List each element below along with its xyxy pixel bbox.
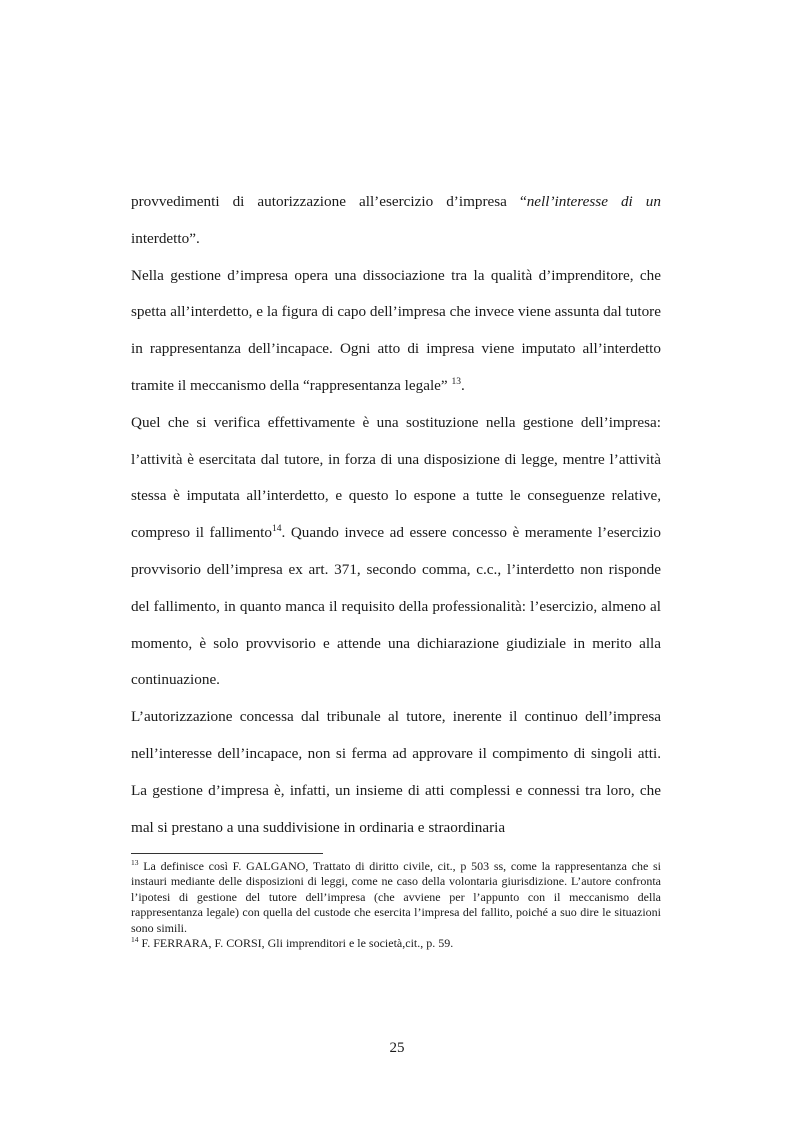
paragraph-text: interdetto”. <box>131 229 200 247</box>
paragraph-2 <box>131 258 661 405</box>
paragraph-3 <box>131 405 661 699</box>
footnote-text: F. FERRARA, F. CORSI, Gli imprenditori e le società,cit., p. 59. <box>138 936 454 951</box>
italic-text: nell’interesse di un <box>526 193 661 210</box>
footnote-13 <box>131 859 661 936</box>
paragraph-text: Quel che si verifica effettivamente è una sostituzione nella gestione dell’impresa: l’attività è esercitata dal tutore, in forza di una disposizione di legge, mentre l’attività stessa è imputata all’interdetto, e questo lo espone a tutte le conseguenze relative, compreso il fallimento <box>131 413 661 542</box>
footnote-number: 14 <box>131 935 139 945</box>
footnote-reference-14[interactable]: 14 <box>271 524 282 535</box>
footnote-number: 13 <box>131 858 139 867</box>
footnote-text: La definisce così F. GALGANO, Trattato di diritto civile, cit., p 503 ss, come la rappresentanza che si instauri mediante delle disposizioni di leggi, come ne caso della volontaria giurisdizione. L’autore confronta l’ipotesi di gestione del tutore dell’impresa (che avviene per l’appunto con il meccanismo della rappresentanza legale) con quella del custode che esercita l’impresa del fallito, poiché a suo dire le situazioni sono simili. <box>131 859 661 935</box>
paragraph-text: provvedimenti di autorizzazione all’esercizio d’impresa “ <box>131 193 527 210</box>
paragraph-text: Nella gestione d’impresa opera una dissociazione tra la qualità d’imprenditore, che spetta all’interdetto, e la figura di capo dell’impresa che invece viene assunta dal tutore in rappresentanza dell’incapace. Ogni atto di impresa viene imputato all’interdetto tramite il meccanismo della “rappresentanza legale” <box>131 266 661 394</box>
paragraph-text: . <box>460 376 465 394</box>
footnote-reference-13[interactable]: 13 <box>451 376 461 387</box>
paragraph-text: . Quando invece ad essere concesso è meramente l’esercizio provvisorio dell’impresa ex art. 371, secondo comma, c.c., l’interdetto non risponde del fallimento, in quanto manca il requisito della professionalità: l’esercizio, almeno al momento, è solo provvisorio e attende una dichiarazione giudiziale in merito alla continuazione. <box>131 524 661 689</box>
footnote-separator <box>131 853 323 854</box>
footnote-14 <box>131 936 661 951</box>
paragraph-4 <box>131 699 661 846</box>
paragraph-text: L’autorizzazione concessa dal tribunale al tutore, inerente il continuo dell’impresa nell’interesse dell’incapace, non si ferma ad approvare il compimento di singoli atti. La gestione d’impresa è, infatti, un insieme di atti complessi e connessi tra loro, che mal si prestano a una suddivisione in ordinaria e straordinaria <box>131 708 661 836</box>
body-text <box>131 184 661 846</box>
page-number: 25 <box>389 1040 405 1056</box>
paragraph-1 <box>131 184 661 258</box>
footnotes <box>131 859 661 951</box>
